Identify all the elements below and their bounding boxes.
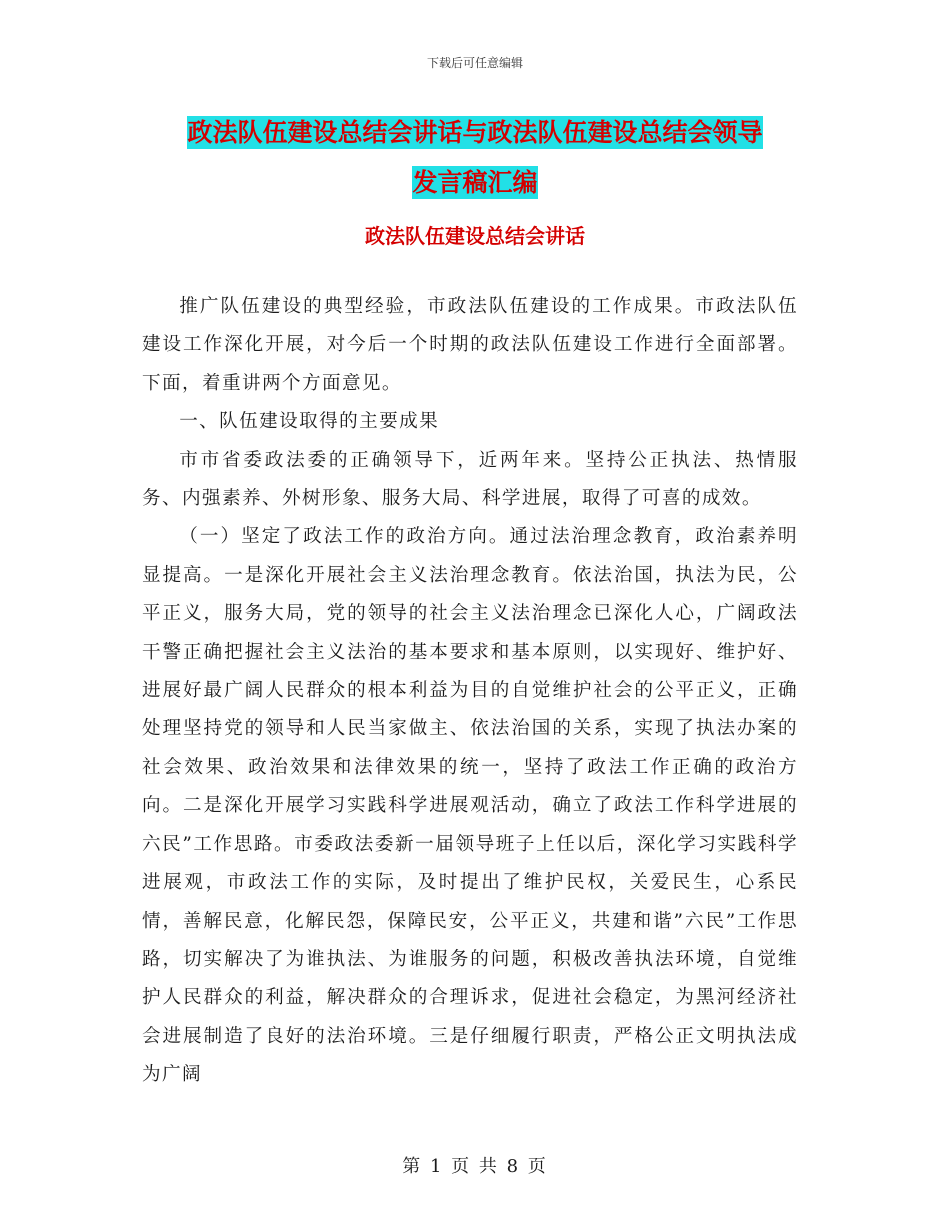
document-title [140, 108, 810, 208]
section-title: 政法队伍建设总结会讲话 [365, 224, 585, 248]
paragraph-intro: 推广队伍建设的典型经验，市政法队伍建设的工作成果。市政法队伍建设工作深化开展，对今后一个时期的政法队伍建设工作进行全面部署。下面，着重讲两个方面意见。 [142, 296, 798, 394]
paragraph-overview: 市市省委政法委的正确领导下，近两年来。坚持公正执法、热情服务、内强素养、外树形象、服务大局、科学进展，取得了可喜的成效。 [142, 449, 798, 510]
body-text [142, 288, 798, 1095]
document-title-line-2: 发言稿汇编 [412, 168, 538, 197]
paragraph-point-1: （一）坚定了政法工作的政治方向。通过法治理念教育，政治素养明显提高。一是深化开展社会主义法治理念教育。依法治国，执法为民，公平正义，服务大局，党的领导的社会主义法治理念已深化人心，广阔政法干警正确把握社会主义法治的基本要求和基本原则，以实现好、维护好、进展好最广阔人民群众的根本利益为目的自觉维护社会的公平正义，正确处理坚持党的领导和人民当家做主、依法治国的关系，实现了执法办案的社会效果、政治效果和法律效果的统一，坚持了政法工作正确的政治方向。二是深化开展学习实践科学进展观活动，确立了政法工作科学进展的六民”工作思路。市委政法委新一届领导班子上任以后，深化学习实践科学进展观，市政法工作的实际，及时提出了维护民权，关爱民生，心系民情，善解民意，化解民怨，保障民安，公平正义，共建和谐”六民”工作思路，切实解决了为谁执法、为谁服务的问题，积极改善执法环境，自觉维护人民群众的利益，解决群众的合理诉求，促进社会稳定，为黑河经济社会进展制造了良好的法治环境。三是仔细履行职责，严格公正文明执法成为广阔 [142, 526, 798, 1086]
header-note: 下载后可任意编辑 [426, 56, 523, 70]
page-number: 第 1 页 共 8 页 [402, 1156, 548, 1177]
document-title-line-1: 政法队伍建设总结会讲话与政法队伍建设总结会领导 [187, 118, 763, 147]
paragraph-heading-1: 一、队伍建设取得的主要成果 [179, 411, 440, 433]
